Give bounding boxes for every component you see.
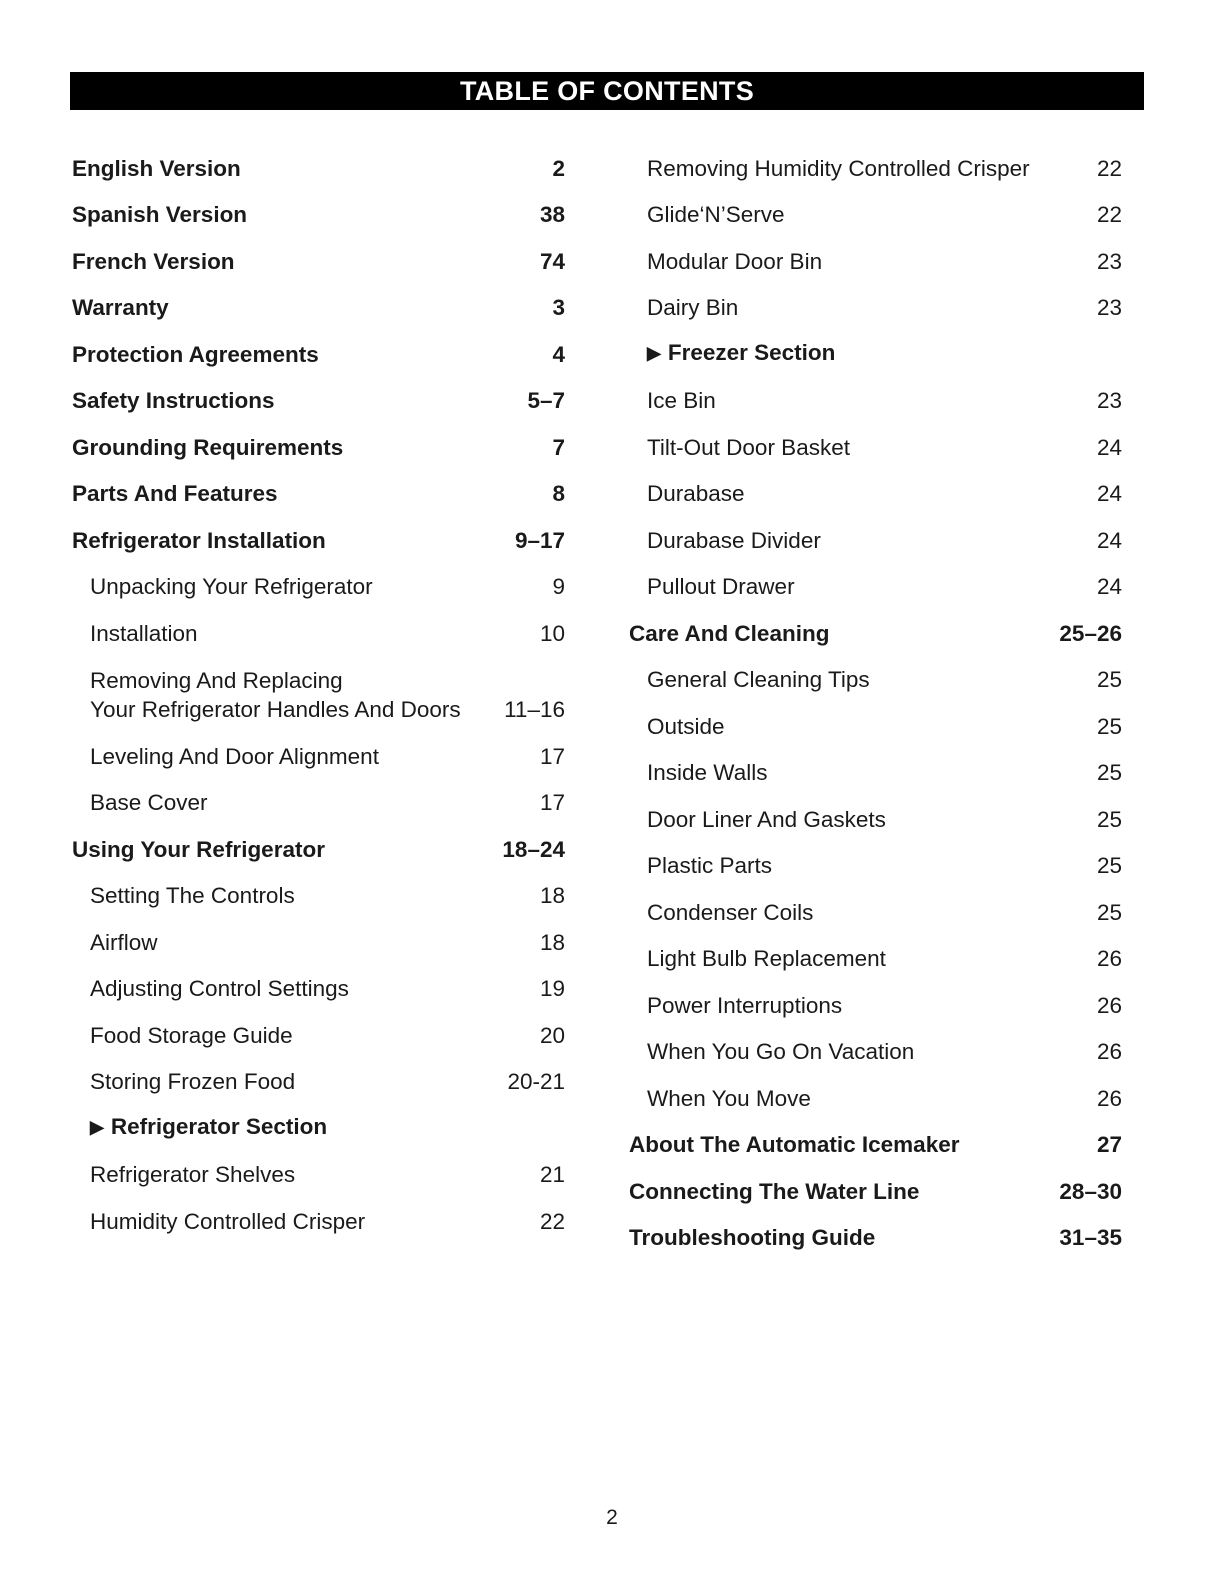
- entry-label: Installation: [90, 620, 198, 646]
- entry-page: 38: [539, 202, 565, 227]
- entry-label: Outside: [647, 713, 725, 739]
- entry-label: Durabase: [647, 481, 745, 506]
- toc-subentry[interactable]: [72, 1050, 565, 1097]
- entry-label: Food Storage Guide: [90, 1022, 293, 1048]
- entry-page: 19: [539, 976, 565, 1001]
- entry-label: Dairy Bin: [647, 295, 739, 320]
- toc-subentry[interactable]: [72, 957, 565, 1004]
- entry-label: Refrigerator Installation: [72, 527, 326, 553]
- entry-label: Parts And Features: [72, 481, 278, 506]
- toc-subentry[interactable]: [72, 648, 565, 725]
- entry-page: 25: [1096, 713, 1122, 739]
- entry-label: Pullout Drawer: [647, 574, 795, 599]
- entry-page: 31–35: [1059, 1225, 1122, 1250]
- entry-page: 25: [1096, 806, 1122, 832]
- entry-label: Glide‘N’Serve: [647, 202, 785, 227]
- entry-page: 23: [1096, 388, 1122, 413]
- entry-page: 21: [539, 1162, 565, 1187]
- entry-page: 10: [539, 620, 565, 646]
- entry-page: 25–26: [1059, 620, 1122, 646]
- toc-subentry[interactable]: [629, 136, 1122, 183]
- toc-section-heading[interactable]: [72, 1096, 565, 1143]
- entry-page: 23: [1096, 248, 1122, 274]
- page-number: 2: [606, 1506, 618, 1529]
- entry-label: Grounding Requirements: [72, 434, 344, 460]
- toc-section-heading[interactable]: [629, 322, 1122, 369]
- entry-page: 24: [1096, 434, 1122, 460]
- toc-entry[interactable]: [72, 136, 565, 183]
- entry-page: 11–16: [504, 697, 565, 722]
- entry-label: Condenser Coils: [647, 899, 814, 925]
- entry-label: About The Automatic Icemaker: [629, 1132, 960, 1157]
- toc-subentry[interactable]: [629, 508, 1122, 555]
- entry-label: Spanish Version: [72, 202, 248, 227]
- entry-page: 20-21: [507, 1069, 565, 1094]
- toc-subentry[interactable]: [629, 834, 1122, 881]
- toc-subentry[interactable]: [629, 1020, 1122, 1067]
- entry-page: 26: [1096, 992, 1122, 1018]
- toc-right-column: [629, 136, 1122, 1252]
- triangle-right-icon: ▶: [90, 1116, 104, 1137]
- entry-label: Freezer Section: [667, 339, 836, 365]
- entry-label: Tilt-Out Door Basket: [647, 434, 850, 460]
- entry-label: Power Interruptions: [647, 992, 843, 1018]
- toc-subentry[interactable]: [629, 555, 1122, 602]
- entry-page: 17: [539, 790, 565, 815]
- entry-label: Storing Frozen Food: [90, 1069, 296, 1094]
- entry-label: When You Go On Vacation: [647, 1039, 915, 1064]
- entry-page: 4: [552, 341, 565, 367]
- toc-subentry[interactable]: [72, 771, 565, 818]
- entry-label: Plastic Parts: [647, 853, 773, 878]
- entry-label: [90, 666, 504, 724]
- toc-subentry[interactable]: [629, 694, 1122, 741]
- toc-subentry[interactable]: [629, 183, 1122, 230]
- entry-page: 28–30: [1059, 1178, 1122, 1204]
- toc-entry[interactable]: [72, 183, 565, 230]
- toc-subentry[interactable]: [629, 973, 1122, 1020]
- entry-page: 23: [1096, 295, 1122, 320]
- toc-subentry[interactable]: [72, 555, 565, 602]
- entry-page: 17: [539, 743, 565, 769]
- toc-subentry[interactable]: [72, 1003, 565, 1050]
- entry-page: 24: [1096, 481, 1122, 506]
- entry-label: Refrigerator Section: [110, 1113, 328, 1139]
- entry-page: 25: [1096, 760, 1122, 785]
- entry-label: Using Your Refrigerator: [72, 836, 325, 862]
- toc-entry[interactable]: [72, 322, 565, 369]
- entry-label: Leveling And Door Alignment: [90, 743, 379, 769]
- entry-label: Humidity Controlled Crisper: [90, 1208, 366, 1234]
- entry-label: Protection Agreements: [72, 341, 319, 367]
- toc-subentry[interactable]: [629, 1066, 1122, 1113]
- entry-page: 8: [552, 481, 565, 506]
- entry-page: 3: [552, 295, 565, 320]
- toc-entry[interactable]: [72, 462, 565, 509]
- entry-page: 18–24: [502, 836, 565, 862]
- entry-label: Door Liner And Gaskets: [647, 806, 886, 832]
- toc-entry[interactable]: [629, 1113, 1122, 1160]
- toc-subentry[interactable]: [629, 787, 1122, 834]
- toc-subentry[interactable]: [72, 1143, 565, 1190]
- toc-left-column: [72, 136, 565, 1236]
- entry-label: Warranty: [72, 295, 169, 320]
- entry-page: 24: [1096, 527, 1122, 553]
- page-title: TABLE OF CONTENTS: [70, 72, 1144, 110]
- toc-entry[interactable]: [72, 817, 565, 864]
- entry-label: Care And Cleaning: [629, 620, 830, 646]
- entry-label: Troubleshooting Guide: [629, 1225, 876, 1250]
- toc-subentry[interactable]: [72, 1189, 565, 1236]
- entry-label: Unpacking Your Refrigerator: [90, 574, 373, 599]
- entry-page: 25: [1096, 853, 1122, 878]
- toc-entry[interactable]: [72, 276, 565, 323]
- toc-subentry[interactable]: [72, 724, 565, 771]
- entry-label: Airflow: [90, 929, 158, 955]
- toc-subentry[interactable]: [629, 927, 1122, 974]
- entry-page: 26: [1096, 1085, 1122, 1111]
- entry-page: 18: [539, 883, 565, 908]
- toc-subentry[interactable]: [629, 741, 1122, 788]
- toc-entry[interactable]: [72, 508, 565, 555]
- entry-label: Base Cover: [90, 790, 208, 815]
- entry-page: 7: [552, 434, 565, 460]
- entry-label: Ice Bin: [647, 388, 716, 413]
- toc-entry[interactable]: [629, 1159, 1122, 1206]
- entry-page: 74: [539, 248, 565, 274]
- toc-subentry[interactable]: [629, 369, 1122, 416]
- entry-page: 9: [552, 574, 565, 599]
- entry-page: 22: [1096, 202, 1122, 227]
- entry-page: 25: [1096, 667, 1122, 692]
- entry-label: Modular Door Bin: [647, 248, 823, 274]
- entry-label: Setting The Controls: [90, 883, 295, 908]
- entry-page: 26: [1096, 946, 1122, 971]
- entry-label: Adjusting Control Settings: [90, 976, 349, 1001]
- toc-subentry[interactable]: [72, 601, 565, 648]
- entry-page: 26: [1096, 1039, 1122, 1064]
- entry-label: Inside Walls: [647, 760, 768, 785]
- toc-subentry[interactable]: [629, 276, 1122, 323]
- toc-subentry[interactable]: [72, 910, 565, 957]
- entry-label: French Version: [72, 248, 235, 274]
- entry-page: 25: [1096, 899, 1122, 925]
- toc-subentry[interactable]: [72, 864, 565, 911]
- entry-label: Durabase Divider: [647, 527, 821, 553]
- entry-label: General Cleaning Tips: [647, 667, 870, 692]
- toc-entry[interactable]: [72, 229, 565, 276]
- toc-entry[interactable]: [72, 369, 565, 416]
- entry-label-line-2: Your Refrigerator Handles And Doors: [90, 697, 461, 722]
- entry-label: Refrigerator Shelves: [90, 1162, 296, 1187]
- entry-label: Light Bulb Replacement: [647, 946, 886, 971]
- entry-label: Safety Instructions: [72, 388, 275, 413]
- toc-entry[interactable]: [72, 415, 565, 462]
- toc-subentry[interactable]: [629, 229, 1122, 276]
- entry-label: When You Move: [647, 1085, 811, 1111]
- entry-page: 24: [1096, 574, 1122, 599]
- entry-label: English Version: [72, 155, 241, 181]
- entry-page: 20: [539, 1022, 565, 1048]
- toc-subentry[interactable]: [629, 648, 1122, 695]
- entry-page: 2: [552, 155, 565, 181]
- entry-page: 5–7: [527, 388, 565, 413]
- toc-entry[interactable]: [629, 1206, 1122, 1253]
- entry-page: 22: [539, 1208, 565, 1234]
- entry-label: Connecting The Water Line: [629, 1178, 920, 1204]
- triangle-right-icon: ▶: [647, 342, 661, 363]
- entry-label: Removing Humidity Controlled Crisper: [647, 155, 1030, 181]
- entry-page: 27: [1096, 1132, 1122, 1157]
- toc-subentry[interactable]: [629, 880, 1122, 927]
- toc-subentry[interactable]: [629, 462, 1122, 509]
- entry-page: 22: [1096, 155, 1122, 181]
- toc-subentry[interactable]: [629, 415, 1122, 462]
- entry-label-line-1: Removing And Replacing: [90, 668, 343, 693]
- entry-page: 9–17: [514, 527, 565, 553]
- entry-page: 18: [539, 929, 565, 955]
- toc-entry[interactable]: [629, 601, 1122, 648]
